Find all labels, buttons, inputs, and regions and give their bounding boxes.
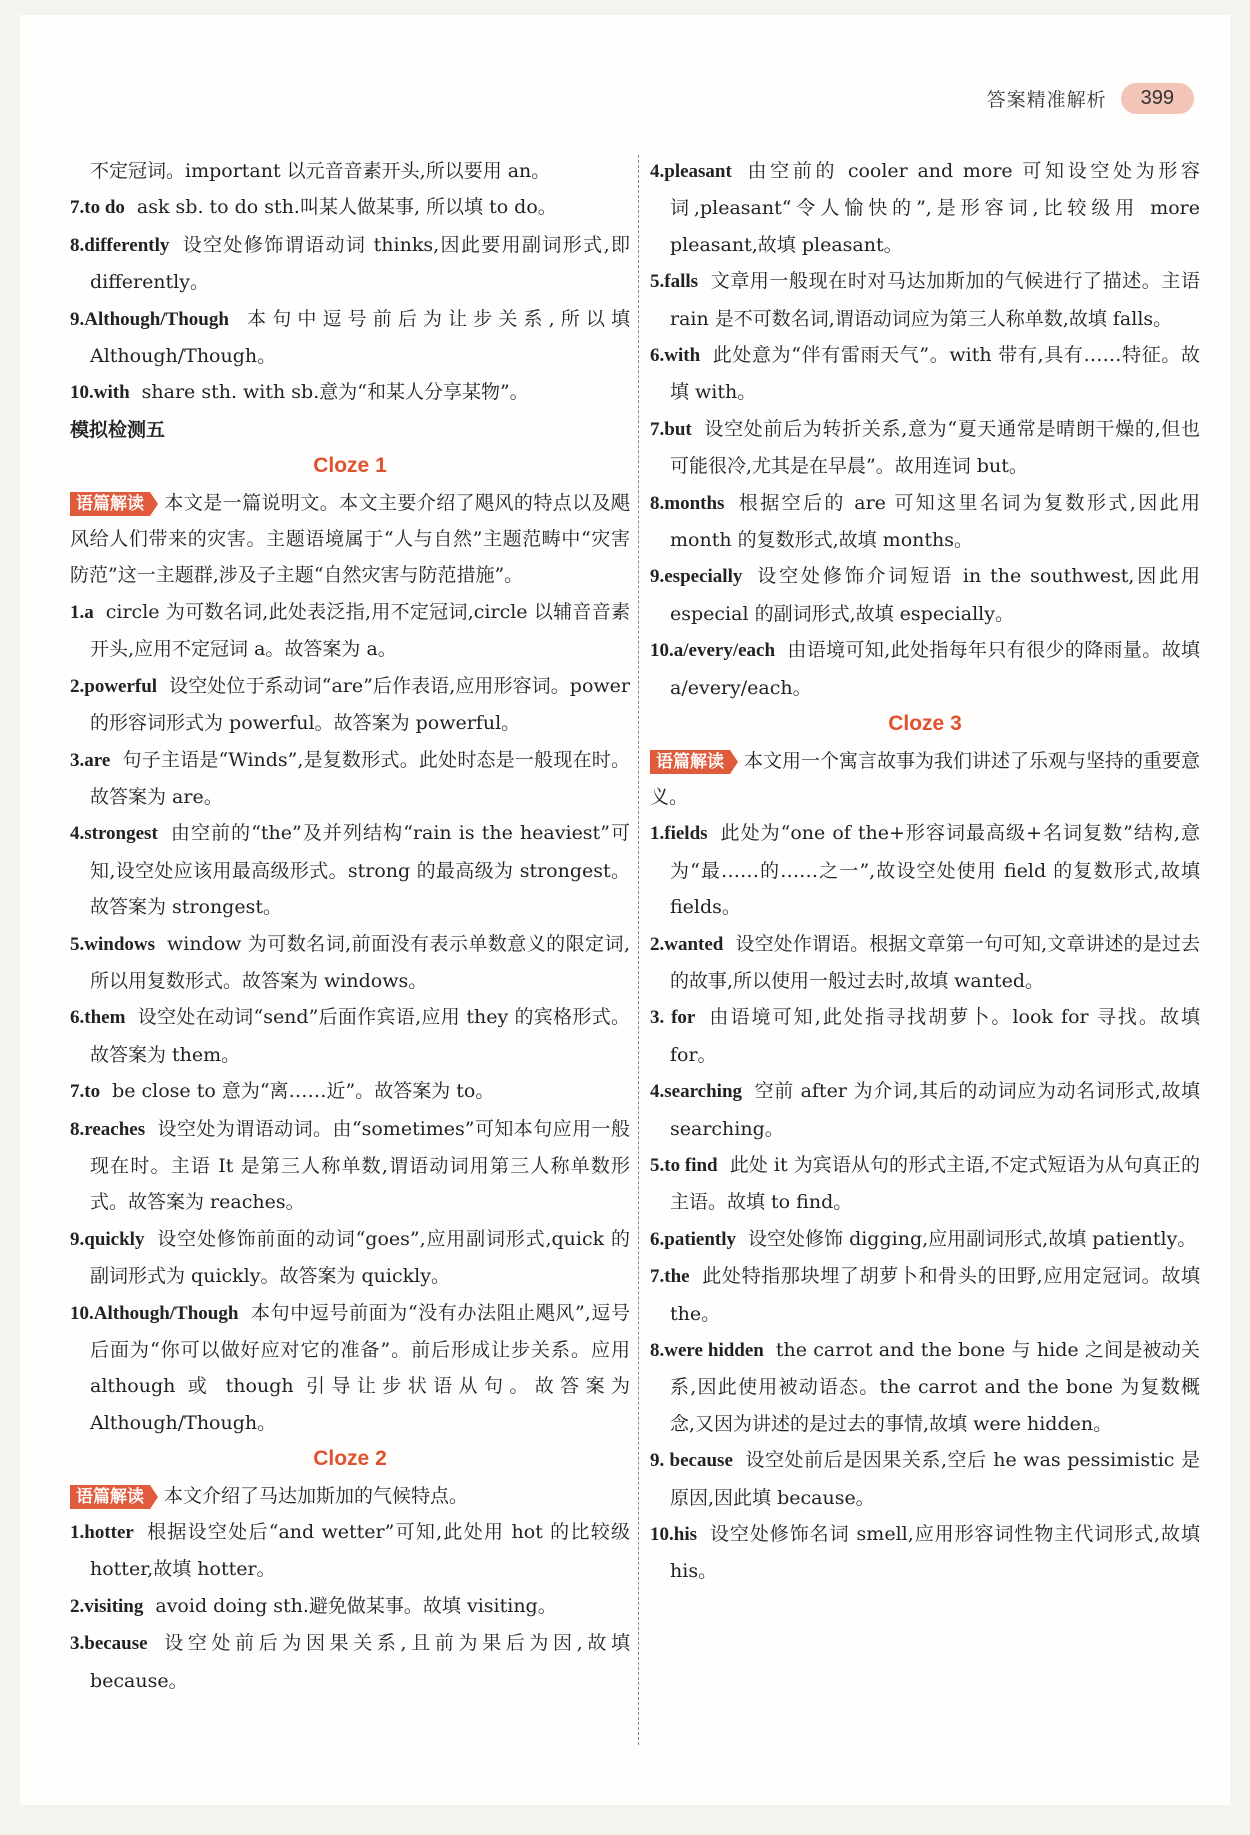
answer-item — [650, 1332, 1200, 1442]
answer-number: 8.reaches — [70, 1118, 146, 1140]
cloze3-intro-text: 本文用一个寓言故事为我们讲述了乐观与坚持的重要意义。 — [650, 749, 1201, 808]
answer-number: 5.windows — [70, 933, 155, 955]
answer-number: 8.months — [650, 492, 725, 514]
answer-number: 5.falls — [650, 271, 699, 293]
answer-item — [70, 1073, 630, 1110]
answer-explanation: 此处意为“伴有雷雨天气”。with 带有,具有……特征。故填 with。 — [670, 344, 1200, 404]
answer-number: 6.them — [70, 1007, 126, 1029]
answer-explanation: avoid doing sth.避免做某事。故填 visiting。 — [155, 1594, 557, 1617]
answer-explanation: 此处特指那块埋了胡萝卜和骨头的田野,应用定冠词。故填 the。 — [670, 1265, 1200, 1325]
answer-explanation: 设空处前后为转折关系,意为“夏天通常是晴朗干燥的,但也可能很冷,尤其是在早晨”。故用连词 but。 — [670, 417, 1200, 478]
answer-item — [70, 1295, 630, 1442]
answer-number: 9.Although/Though — [70, 308, 229, 330]
answer-item — [70, 926, 630, 1000]
cloze1-intro-text: 本文是一篇说明文。本文主要介绍了飓风的特点以及飓风给人们带来的灾害。主题语境属于“人与自然”主题范畴中“灾害防范”这一主题群,涉及子主题“自然灾害与防范措施”。 — [70, 491, 630, 587]
answer-number: 9.quickly — [70, 1228, 145, 1250]
answer-item — [70, 594, 630, 668]
answer-number: 1.a — [70, 601, 94, 623]
answer-number: 1.hotter — [70, 1522, 134, 1544]
answer-number: 10.his — [650, 1524, 697, 1546]
answer-number: 2.wanted — [650, 933, 724, 955]
answer-item — [650, 485, 1200, 559]
answer-number: 7.to do — [70, 197, 125, 219]
answer-item — [650, 999, 1200, 1073]
answer-explanation: 设空处在动词“send”后面作宾语,应用 they 的宾格形式。故答案为 them。 — [90, 1006, 630, 1066]
right-column — [650, 153, 1200, 1590]
answer-item — [650, 815, 1200, 925]
answer-item — [650, 1258, 1200, 1332]
answer-item — [650, 926, 1200, 1000]
answer-item — [70, 999, 630, 1073]
answer-explanation: 设空处修饰 digging,应用副词形式,故填 patiently。 — [748, 1227, 1197, 1250]
answer-item — [650, 1147, 1200, 1221]
answer-number: 3. for — [650, 1007, 696, 1029]
section-title: 模拟检测五 — [70, 418, 166, 441]
answer-item — [650, 153, 1200, 263]
answer-explanation: 设空处作谓语。根据文章第一句可知,文章讲述的是过去的故事,所以使用一般过去时,故填 wanted。 — [670, 932, 1200, 992]
answer-item — [70, 668, 630, 742]
answer-number: 9. because — [650, 1450, 733, 1472]
answer-item — [650, 1221, 1200, 1258]
answer-item — [70, 1221, 630, 1295]
answer-number: 8.differently — [70, 234, 170, 256]
cloze2-answers-left — [70, 1514, 630, 1699]
answer-explanation: 文章用一般现在时对马达加斯加的气候进行了描述。主语 rain 是不可数名词,谓语动词应为第三人称单数,故填 falls。 — [670, 270, 1200, 330]
answer-item — [70, 1625, 630, 1699]
page-number: 399 — [1121, 83, 1194, 114]
answer-explanation: be close to 意为“离……近”。故答案为 to。 — [112, 1080, 495, 1103]
cloze2-intro-text: 本文介绍了马达加斯加的气候特点。 — [164, 1484, 469, 1507]
answer-item — [650, 1073, 1200, 1147]
answer-explanation: 由语境可知,此处指每年只有很少的降雨量。故填 a/every/each。 — [670, 639, 1200, 699]
answer-explanation: 由空前的“the”及并列结构“rain is the heaviest”可知,设空处应该用最高级形式。strong 的最高级为 strongest。故答案为 strongest。 — [90, 822, 630, 919]
answer-explanation: 设空处修饰前面的动词“goes”,应用副词形式,quick 的副词形式为 quickly。故答案为 quickly。 — [90, 1227, 630, 1288]
answer-explanation: the carrot and the bone 与 hide 之间是被动关系,因此使用被动语态。the carrot and the bone 为复数概念,又因为讲述的是过去的事情,故填 were hidden。 — [670, 1339, 1200, 1435]
answer-number: 7.but — [650, 418, 692, 440]
cloze1-title: Cloze 1 — [313, 454, 387, 478]
answer-item — [70, 301, 630, 375]
answer-number: 7.the — [650, 1266, 690, 1288]
answer-number: 2.powerful — [70, 675, 158, 697]
answer-item — [70, 189, 630, 226]
answer-explanation: 句子主语是“Winds”,是复数形式。此处时态是一般现在时。故答案为 are。 — [90, 748, 630, 808]
answer-explanation: 不定冠词。important 以元音音素开头,所以要用 an。 — [90, 160, 551, 182]
answer-item — [650, 411, 1200, 485]
answer-number: 4.searching — [650, 1081, 743, 1103]
answer-number: 4.strongest — [70, 823, 158, 845]
answer-item — [70, 1111, 630, 1221]
answer-item — [650, 263, 1200, 337]
cloze3-intro — [650, 743, 1200, 816]
answer-item — [70, 374, 630, 411]
answer-number: 4.pleasant — [650, 161, 732, 182]
answer-explanation: 由空前的 cooler and more 可知设空处为形容词,pleasant“令人愉快的”,是形容词,比较级用 more pleasant,故填 pleasant。 — [670, 160, 1200, 256]
cloze3-tag: 语篇解读 — [650, 750, 730, 774]
answer-explanation: 设空处为谓语动词。由“sometimes”可知本句应用一般现在时。主语 It 是第三人称单数,谓语动词用第三人称单数形式。故答案为 reaches。 — [90, 1117, 630, 1214]
answer-explanation: 本句中逗号前面为“没有办法阻止飓风”,逗号后面为“你可以做好应对它的准备”。前后形成让步关系。应用 although 或 though 引导让步状语从句。故答案为 Although/Though。 — [90, 1301, 630, 1434]
column-divider — [638, 155, 639, 1745]
answer-number: 10.a/every/each — [650, 640, 776, 662]
page-header — [987, 83, 1194, 114]
answer-explanation: 本句中逗号前后为让步关系,所以填 Although/Though。 — [90, 307, 630, 368]
answer-explanation: 设空处前后是因果关系,空后 he was pessimistic 是原因,因此填 because。 — [670, 1449, 1201, 1509]
header-title: 答案精准解析 — [986, 89, 1107, 111]
cloze3-answers — [650, 815, 1200, 1590]
answer-item — [70, 742, 630, 816]
answer-explanation: share sth. with sb.意为“和某人分享某物”。 — [141, 381, 529, 404]
answer-explanation: 空前 after 为介词,其后的动词应为动名词形式,故填 searching。 — [670, 1080, 1200, 1140]
answer-number: 6.patiently — [650, 1228, 737, 1250]
answer-item — [650, 1516, 1200, 1590]
previous-answers — [70, 153, 630, 412]
cloze2-tag: 语篇解读 — [70, 1485, 150, 1509]
answer-explanation: 设空处修饰名词 smell,应用形容词性物主代词形式,故填 his。 — [670, 1523, 1200, 1583]
answer-number: 6.with — [650, 345, 701, 367]
answer-number: 8.were hidden — [650, 1340, 764, 1361]
answer-item — [650, 1442, 1200, 1516]
answer-item — [70, 153, 630, 189]
answer-explanation: window 为可数名词,前面没有表示单数意义的限定词,所以用复数形式。故答案为 windows。 — [90, 932, 630, 992]
answer-number: 3.are — [70, 749, 111, 771]
cloze2-answers-right — [650, 153, 1200, 706]
answer-number: 10.Although/Though — [70, 1302, 239, 1324]
answer-item — [70, 1588, 630, 1625]
answer-explanation: 根据空后的 are 可知这里名词为复数形式,因此用 month 的复数形式,故填 months。 — [670, 491, 1200, 552]
answer-item — [70, 227, 630, 301]
page — [20, 15, 1230, 1805]
cloze2-intro — [70, 1478, 630, 1514]
answer-explanation: circle 为可数名词,此处表泛指,用不定冠词,circle 以辅音音素开头,应用不定冠词 a。故答案为 a。 — [90, 600, 630, 661]
cloze1-tag: 语篇解读 — [70, 492, 150, 516]
answer-explanation: 此处 it 为宾语从句的形式主语,不定式短语为从句真正的主语。故填 to find。 — [670, 1153, 1200, 1214]
answer-number: 2.visiting — [70, 1595, 144, 1617]
answer-item — [650, 632, 1200, 706]
left-column — [70, 153, 630, 1699]
answer-item — [650, 558, 1200, 632]
answer-explanation: ask sb. to do sth.叫某人做某事, 所以填 to do。 — [136, 196, 557, 219]
answer-item — [70, 815, 630, 925]
cloze1-intro — [70, 485, 630, 594]
answer-number: 3.because — [70, 1633, 148, 1655]
answer-explanation: 设空处修饰介词短语 in the southwest,因此用 especial 的副词形式,故填 especially。 — [670, 565, 1200, 625]
answer-explanation: 设空处位于系动词“are”后作表语,应用形容词。power 的形容词形式为 powerful。故答案为 powerful。 — [90, 674, 630, 735]
answer-explanation: 设空处修饰谓语动词 thinks,因此要用副词形式,即 differently。 — [90, 233, 630, 294]
answer-explanation: 由语境可知,此处指寻找胡萝卜。look for 寻找。故填 for。 — [670, 1006, 1200, 1066]
answer-explanation: 设空处前后为因果关系,且前为果后为因,故填 because。 — [90, 1632, 630, 1692]
answer-number: 1.fields — [650, 823, 708, 845]
answer-item — [650, 337, 1200, 411]
answer-number: 5.to find — [650, 1154, 718, 1176]
answer-number: 9.especially — [650, 566, 743, 588]
answer-explanation: 根据设空处后“and wetter”可知,此处用 hot 的比较级 hotter,故填 hotter。 — [90, 1521, 630, 1581]
answer-explanation: 此处为“one of the+形容词最高级+名词复数”结构,意为“最……的……之一”,故设空处使用 field 的复数形式,故填 fields。 — [670, 822, 1200, 919]
cloze2-title: Cloze 2 — [313, 1447, 387, 1471]
cloze1-answers — [70, 594, 630, 1441]
answer-item — [70, 1514, 630, 1588]
answer-number: 7.to — [70, 1081, 101, 1103]
cloze3-title: Cloze 3 — [888, 712, 962, 736]
answer-number: 10.with — [70, 382, 130, 404]
